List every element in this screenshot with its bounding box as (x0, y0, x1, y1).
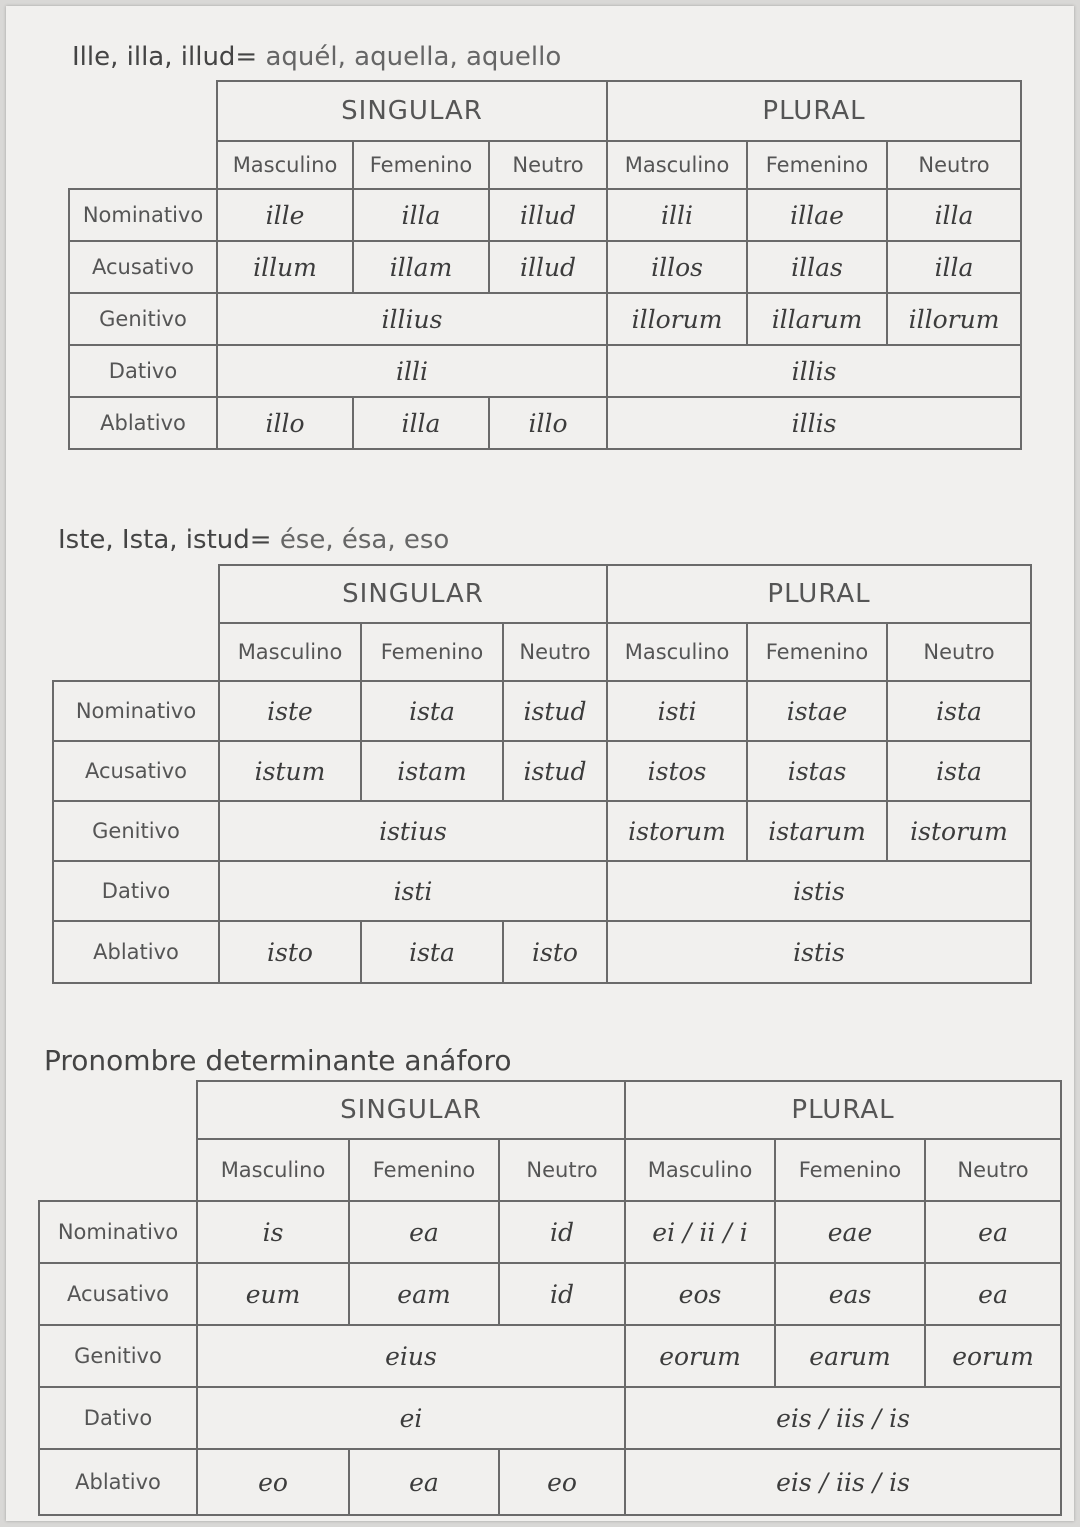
form-cell: illo (217, 397, 353, 449)
form-cell: istis (607, 861, 1031, 921)
case-dativo: Dativo (69, 345, 217, 397)
form-cell: illa (887, 189, 1021, 241)
form-cell: eam (349, 1263, 499, 1325)
form-cell: illis (607, 345, 1021, 397)
form-cell: ei / ii / i (625, 1201, 775, 1263)
case-genitivo: Genitivo (53, 801, 219, 861)
title-translation: aquél, aquella, aquello (265, 42, 562, 72)
masculine-plural-header: Masculino (625, 1139, 775, 1201)
form-cell: istum (219, 741, 361, 801)
form-cell: ea (349, 1201, 499, 1263)
plural-header: PLURAL (607, 565, 1031, 623)
form-cell: ista (887, 681, 1031, 741)
case-dativo: Dativo (39, 1387, 197, 1449)
form-cell: eorum (925, 1325, 1061, 1387)
form-cell: istos (607, 741, 747, 801)
case-acusativo: Acusativo (53, 741, 219, 801)
form-cell: eo (499, 1449, 625, 1515)
form-cell: ista (361, 681, 503, 741)
form-cell: istas (747, 741, 887, 801)
plural-header: PLURAL (607, 81, 1021, 141)
neuter-plural-header: Neutro (887, 623, 1031, 681)
form-cell: isto (219, 921, 361, 983)
form-cell: illa (353, 189, 489, 241)
form-cell: illorum (887, 293, 1021, 345)
masculine-singular-header: Masculino (217, 141, 353, 189)
case-genitivo: Genitivo (69, 293, 217, 345)
case-ablativo: Ablativo (69, 397, 217, 449)
form-cell: illud (489, 189, 607, 241)
form-cell: ea (925, 1263, 1061, 1325)
form-cell: eius (197, 1325, 625, 1387)
table-row (53, 681, 1031, 741)
neuter-plural-header: Neutro (925, 1139, 1061, 1201)
table-row (39, 1387, 1061, 1449)
table-row (53, 801, 1031, 861)
form-cell: isti (607, 681, 747, 741)
form-cell: eae (775, 1201, 925, 1263)
form-cell: istae (747, 681, 887, 741)
form-cell: istud (503, 741, 607, 801)
table-row (69, 189, 1021, 241)
case-genitivo: Genitivo (39, 1325, 197, 1387)
table-title (58, 525, 449, 555)
case-acusativo: Acusativo (39, 1263, 197, 1325)
form-cell: illorum (607, 293, 747, 345)
masculine-plural-header: Masculino (607, 141, 747, 189)
neuter-singular-header: Neutro (489, 141, 607, 189)
form-cell: illo (489, 397, 607, 449)
form-cell: eos (625, 1263, 775, 1325)
form-cell: illis (607, 397, 1021, 449)
form-cell: illam (353, 241, 489, 293)
form-cell: id (499, 1201, 625, 1263)
table-row (39, 1201, 1061, 1263)
table-row (69, 241, 1021, 293)
form-cell: is (197, 1201, 349, 1263)
form-cell: illae (747, 189, 887, 241)
title-translation: ése, ésa, eso (279, 525, 450, 555)
form-cell: eis / iis / is (625, 1449, 1061, 1515)
feminine-plural-header: Femenino (747, 141, 887, 189)
title-pronoun: Ille, illa, illud= (72, 42, 258, 72)
feminine-singular-header: Femenino (353, 141, 489, 189)
case-acusativo: Acusativo (69, 241, 217, 293)
form-cell: illa (887, 241, 1021, 293)
form-cell: istud (503, 681, 607, 741)
feminine-singular-header: Femenino (349, 1139, 499, 1201)
case-nominativo: Nominativo (39, 1201, 197, 1263)
form-cell: ista (887, 741, 1031, 801)
masculine-plural-header: Masculino (607, 623, 747, 681)
title-pronoun: Iste, Ista, istud= (58, 525, 272, 555)
form-cell: istorum (607, 801, 747, 861)
table-row (39, 1449, 1061, 1515)
masculine-singular-header: Masculino (219, 623, 361, 681)
case-ablativo: Ablativo (39, 1449, 197, 1515)
form-cell: isti (219, 861, 607, 921)
form-cell: ei (197, 1387, 625, 1449)
table-title (44, 1044, 511, 1077)
singular-header: SINGULAR (197, 1081, 625, 1139)
neuter-singular-header: Neutro (499, 1139, 625, 1201)
table-title (72, 42, 561, 72)
masculine-singular-header: Masculino (197, 1139, 349, 1201)
table-row (53, 741, 1031, 801)
table-row (69, 293, 1021, 345)
form-cell: eorum (625, 1325, 775, 1387)
table-row (53, 921, 1031, 983)
neuter-singular-header: Neutro (503, 623, 607, 681)
plural-header: PLURAL (625, 1081, 1061, 1139)
corner-blank (69, 81, 217, 141)
form-cell: istius (219, 801, 607, 861)
form-cell: eis / iis / is (625, 1387, 1061, 1449)
form-cell: illum (217, 241, 353, 293)
case-nominativo: Nominativo (69, 189, 217, 241)
case-dativo: Dativo (53, 861, 219, 921)
form-cell: ille (217, 189, 353, 241)
form-cell: ea (925, 1201, 1061, 1263)
form-cell: illarum (747, 293, 887, 345)
form-cell: ista (361, 921, 503, 983)
case-nominativo: Nominativo (53, 681, 219, 741)
form-cell: illa (353, 397, 489, 449)
neuter-plural-header: Neutro (887, 141, 1021, 189)
form-cell: istam (361, 741, 503, 801)
feminine-plural-header: Femenino (747, 623, 887, 681)
form-cell: iste (219, 681, 361, 741)
case-ablativo: Ablativo (53, 921, 219, 983)
form-cell: illas (747, 241, 887, 293)
form-cell: illi (217, 345, 607, 397)
declension-table-is (38, 1080, 1062, 1516)
form-cell: illos (607, 241, 747, 293)
table-row (39, 1325, 1061, 1387)
form-cell: eum (197, 1263, 349, 1325)
table-row (69, 345, 1021, 397)
declension-table-iste (52, 564, 1032, 984)
form-cell: istarum (747, 801, 887, 861)
feminine-plural-header: Femenino (775, 1139, 925, 1201)
form-cell: istis (607, 921, 1031, 983)
form-cell: illius (217, 293, 607, 345)
table-row (53, 861, 1031, 921)
table-row (39, 1263, 1061, 1325)
form-cell: istorum (887, 801, 1031, 861)
title-pronoun: Pronombre determinante anáforo (44, 1044, 512, 1077)
form-cell: illud (489, 241, 607, 293)
form-cell: eas (775, 1263, 925, 1325)
singular-header: SINGULAR (217, 81, 607, 141)
form-cell: isto (503, 921, 607, 983)
form-cell: earum (775, 1325, 925, 1387)
feminine-singular-header: Femenino (361, 623, 503, 681)
form-cell: ea (349, 1449, 499, 1515)
declension-table-ille (68, 80, 1022, 450)
table-row (69, 397, 1021, 449)
form-cell: eo (197, 1449, 349, 1515)
form-cell: id (499, 1263, 625, 1325)
form-cell: illi (607, 189, 747, 241)
singular-header: SINGULAR (219, 565, 607, 623)
